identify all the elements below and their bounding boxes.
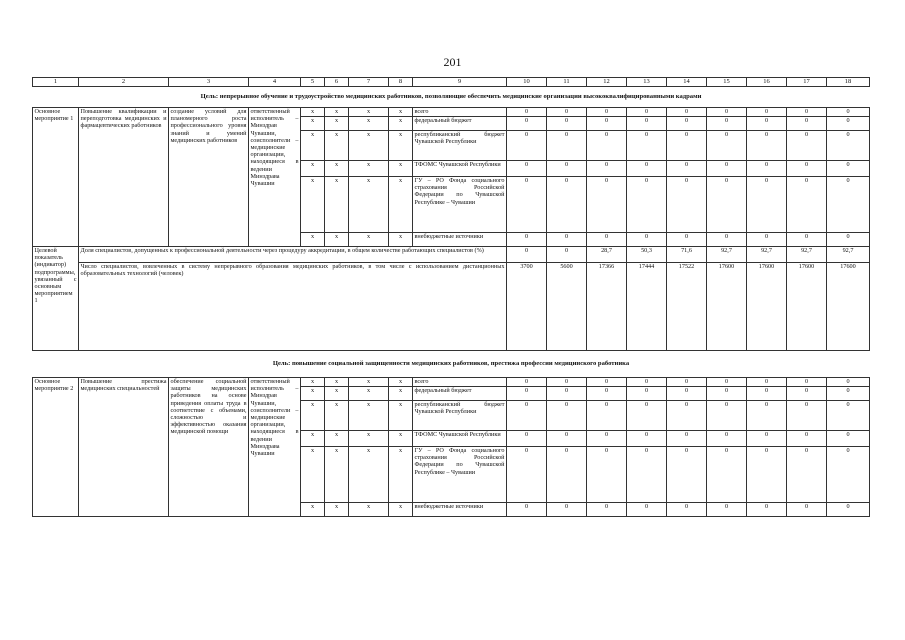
column-header: 2 [79, 78, 169, 87]
indicator-text: Доля специалистов, допущенных к профессиональной деятельности через процедуру аккредитации, в общем количестве работающих специалистов (%) [79, 247, 507, 263]
value-cell: 0 [587, 131, 627, 161]
indicator-text: Число специалистов, вовлеченных в систему непрерывного образования медицинских работников, в том числе с использованием дистанционных образовательных технологий (человек) [79, 263, 507, 351]
value-cell: 0 [507, 233, 547, 247]
value-cell: 0 [667, 401, 707, 431]
value-cell: 0 [787, 117, 827, 131]
value-cell: 0 [787, 431, 827, 447]
measure-name-cell: Повышение квалификации и переподготовка медицинских и фармацевтических работников [79, 108, 169, 247]
value-cell: 0 [747, 131, 787, 161]
value-cell: 0 [627, 387, 667, 401]
code-cell: x [389, 177, 413, 233]
value-cell: 0 [627, 108, 667, 117]
code-cell: x [325, 378, 349, 387]
funding-source-cell: всего [413, 378, 507, 387]
value-cell: 0 [627, 431, 667, 447]
goal-row-1 [33, 87, 870, 108]
value-cell: 0 [587, 177, 627, 233]
value-cell: 0 [627, 447, 667, 503]
indicator-value: 17366 [587, 263, 627, 351]
column-header: 8 [389, 78, 413, 87]
value-cell: 0 [587, 233, 627, 247]
code-cell: x [301, 233, 325, 247]
value-cell: 0 [707, 161, 747, 177]
value-cell: 0 [587, 117, 627, 131]
value-cell: 0 [547, 387, 587, 401]
code-cell: x [349, 401, 389, 431]
indicator-value: 71,6 [667, 247, 707, 263]
code-cell: x [349, 378, 389, 387]
value-cell: 0 [547, 431, 587, 447]
code-cell: x [349, 503, 389, 517]
code-cell: x [389, 447, 413, 503]
value-cell: 0 [787, 447, 827, 503]
value-cell: 0 [827, 503, 870, 517]
value-cell: 0 [627, 378, 667, 387]
code-cell: x [389, 378, 413, 387]
value-cell: 0 [627, 503, 667, 517]
code-cell: x [301, 177, 325, 233]
value-cell: 0 [547, 161, 587, 177]
value-cell: 0 [747, 387, 787, 401]
value-cell: 0 [747, 401, 787, 431]
value-cell: 0 [547, 503, 587, 517]
funding-source-cell: ТФОМС Чувашской Республики [413, 161, 507, 177]
value-cell: 0 [707, 503, 747, 517]
value-cell: 0 [547, 131, 587, 161]
funding-source-cell: республиканский бюджет Чувашской Республики [413, 401, 507, 431]
goal-1-text: Цель: непрерывное обучение и трудоустройство медицинских работников, позволяющие обеспечить медицинские организации высококвалифицированными кадрами [33, 87, 870, 108]
indicator-value: 17444 [627, 263, 667, 351]
funding-source-cell: всего [413, 108, 507, 117]
page-number: 201 [443, 55, 462, 69]
column-header: 10 [507, 78, 547, 87]
value-cell: 0 [787, 233, 827, 247]
code-cell: x [301, 131, 325, 161]
code-cell: x [325, 447, 349, 503]
value-cell: 0 [827, 161, 870, 177]
value-cell: 0 [547, 401, 587, 431]
indicator-value: 17600 [827, 263, 870, 351]
column-header: 17 [787, 78, 827, 87]
funding-row [33, 378, 870, 387]
code-cell: x [325, 431, 349, 447]
value-cell: 0 [667, 233, 707, 247]
indicator-value: 17600 [747, 263, 787, 351]
goal-2-text: Цель: повышение социальной защищенности медицинских работников, престижа профессии медицинского работника [33, 351, 870, 378]
column-header: 15 [707, 78, 747, 87]
code-cell: x [349, 108, 389, 117]
value-cell: 0 [587, 161, 627, 177]
value-cell: 0 [587, 387, 627, 401]
value-cell: 0 [507, 401, 547, 431]
value-cell: 0 [747, 161, 787, 177]
value-cell: 0 [707, 131, 747, 161]
value-cell: 0 [667, 177, 707, 233]
funding-source-cell: республиканский бюджет Чувашской Республики [413, 131, 507, 161]
measure-cell: Основное мероприятие 2 [33, 378, 79, 517]
code-cell: x [349, 233, 389, 247]
value-cell: 0 [667, 378, 707, 387]
code-cell: x [389, 117, 413, 131]
value-cell: 0 [507, 117, 547, 131]
value-cell: 0 [667, 108, 707, 117]
value-cell: 0 [827, 378, 870, 387]
column-header: 14 [667, 78, 707, 87]
code-cell: x [325, 387, 349, 401]
value-cell: 0 [747, 447, 787, 503]
indicator-value: 17600 [787, 263, 827, 351]
value-cell: 0 [547, 108, 587, 117]
value-cell: 0 [507, 177, 547, 233]
indicator-value: 28,7 [587, 247, 627, 263]
indicator-value: 50,3 [627, 247, 667, 263]
value-cell: 0 [827, 117, 870, 131]
value-cell: 0 [667, 161, 707, 177]
code-cell: x [389, 108, 413, 117]
indicator-row [33, 263, 870, 351]
indicator-row [33, 247, 870, 263]
indicator-value: 92,7 [747, 247, 787, 263]
code-cell: x [389, 431, 413, 447]
code-cell: x [325, 131, 349, 161]
code-cell: x [325, 233, 349, 247]
value-cell: 0 [787, 177, 827, 233]
indicator-value: 5600 [547, 263, 587, 351]
value-cell: 0 [667, 447, 707, 503]
value-cell: 0 [627, 233, 667, 247]
budget-table [32, 77, 870, 517]
code-cell: x [389, 131, 413, 161]
value-cell: 0 [627, 117, 667, 131]
code-cell: x [301, 503, 325, 517]
responsible-cell: ответственный исполнитель – Минздрав Чувашии, соисполнители – медицинские организации, находящиеся в ведении Минздрава Чувашии [249, 108, 301, 247]
value-cell: 0 [707, 108, 747, 117]
value-cell: 0 [547, 447, 587, 503]
indicator-value: 3700 [507, 263, 547, 351]
column-header: 1 [33, 78, 79, 87]
value-cell: 0 [787, 131, 827, 161]
value-cell: 0 [747, 108, 787, 117]
value-cell: 0 [547, 177, 587, 233]
code-cell: x [301, 161, 325, 177]
value-cell: 0 [787, 161, 827, 177]
code-cell: x [301, 108, 325, 117]
code-cell: x [349, 447, 389, 503]
value-cell: 0 [627, 131, 667, 161]
value-cell: 0 [587, 108, 627, 117]
column-header: 18 [827, 78, 870, 87]
code-cell: x [325, 503, 349, 517]
column-header: 6 [325, 78, 349, 87]
value-cell: 0 [627, 177, 667, 233]
code-cell: x [301, 387, 325, 401]
value-cell: 0 [747, 117, 787, 131]
code-cell: x [349, 177, 389, 233]
value-cell: 0 [707, 431, 747, 447]
value-cell: 0 [587, 431, 627, 447]
funding-source-cell: федеральный бюджет [413, 387, 507, 401]
column-header: 9 [413, 78, 507, 87]
value-cell: 0 [587, 378, 627, 387]
indicator-value: 0 [547, 247, 587, 263]
purpose-cell: обеспечение социальной защиты медицинских работников на основе приведения оплаты труда в соответствие с объемами, сложностью и эффективностью оказания медицинской помощи [169, 378, 249, 517]
column-header: 4 [249, 78, 301, 87]
value-cell: 0 [827, 108, 870, 117]
value-cell: 0 [507, 431, 547, 447]
indicator-value: 0 [507, 247, 547, 263]
measure-cell: Основное мероприятие 1 [33, 108, 79, 247]
value-cell: 0 [707, 447, 747, 503]
code-cell: x [325, 401, 349, 431]
value-cell: 0 [787, 401, 827, 431]
value-cell: 0 [747, 431, 787, 447]
value-cell: 0 [747, 378, 787, 387]
indicator-value: 92,7 [827, 247, 870, 263]
value-cell: 0 [507, 108, 547, 117]
funding-source-cell: внебюджетные источники [413, 503, 507, 517]
goal-row-2 [33, 351, 870, 378]
indicator-value: 17600 [707, 263, 747, 351]
value-cell: 0 [707, 117, 747, 131]
value-cell: 0 [827, 447, 870, 503]
value-cell: 0 [587, 447, 627, 503]
value-cell: 0 [827, 387, 870, 401]
code-cell: x [301, 378, 325, 387]
code-cell: x [389, 401, 413, 431]
value-cell: 0 [827, 401, 870, 431]
code-cell: x [349, 387, 389, 401]
code-cell: x [389, 387, 413, 401]
value-cell: 0 [507, 447, 547, 503]
value-cell: 0 [787, 108, 827, 117]
value-cell: 0 [667, 117, 707, 131]
value-cell: 0 [707, 233, 747, 247]
value-cell: 0 [707, 387, 747, 401]
value-cell: 0 [507, 131, 547, 161]
value-cell: 0 [787, 503, 827, 517]
value-cell: 0 [667, 387, 707, 401]
value-cell: 0 [507, 503, 547, 517]
value-cell: 0 [707, 177, 747, 233]
code-cell: x [349, 161, 389, 177]
code-cell: x [389, 233, 413, 247]
value-cell: 0 [547, 117, 587, 131]
column-header: 16 [747, 78, 787, 87]
responsible-cell: ответственный исполнитель – Минздрав Чувашии, соисполнители – медицинские организации, находящиеся в ведении Минздрава Чувашии [249, 378, 301, 517]
value-cell: 0 [507, 378, 547, 387]
value-cell: 0 [747, 503, 787, 517]
value-cell: 0 [507, 161, 547, 177]
column-numbers-row [33, 78, 870, 87]
measure-name-cell: Повышение престижа медицинских специальностей [79, 378, 169, 517]
value-cell: 0 [667, 503, 707, 517]
funding-row [33, 108, 870, 117]
code-cell: x [325, 117, 349, 131]
funding-source-cell: федеральный бюджет [413, 117, 507, 131]
value-cell: 0 [827, 131, 870, 161]
indicator-value: 92,7 [787, 247, 827, 263]
target-indicator-label: Целевой показатель (индикатор) подпрограммы, увязанный с основным мероприятием 1 [33, 247, 79, 351]
column-header: 12 [587, 78, 627, 87]
code-cell: x [301, 447, 325, 503]
value-cell: 0 [707, 401, 747, 431]
column-header: 5 [301, 78, 325, 87]
funding-source-cell: ГУ – РО Фонда социального страхования Российской Федерации по Чувашской Республике – Чувашии [413, 447, 507, 503]
column-header: 7 [349, 78, 389, 87]
value-cell: 0 [827, 177, 870, 233]
column-header: 3 [169, 78, 249, 87]
column-header: 13 [627, 78, 667, 87]
value-cell: 0 [587, 401, 627, 431]
code-cell: x [301, 431, 325, 447]
value-cell: 0 [627, 401, 667, 431]
value-cell: 0 [667, 131, 707, 161]
value-cell: 0 [587, 503, 627, 517]
code-cell: x [325, 161, 349, 177]
code-cell: x [325, 177, 349, 233]
purpose-cell: создание условий для планомерного роста профессионального уровня знаний и умений медицинских работников [169, 108, 249, 247]
value-cell: 0 [827, 431, 870, 447]
value-cell: 0 [827, 233, 870, 247]
value-cell: 0 [507, 387, 547, 401]
indicator-value: 17522 [667, 263, 707, 351]
funding-source-cell: внебюджетные источники [413, 233, 507, 247]
value-cell: 0 [627, 161, 667, 177]
code-cell: x [301, 401, 325, 431]
value-cell: 0 [547, 378, 587, 387]
value-cell: 0 [787, 378, 827, 387]
indicator-value: 92,7 [707, 247, 747, 263]
column-header: 11 [547, 78, 587, 87]
code-cell: x [349, 117, 389, 131]
funding-source-cell: ТФОМС Чувашской Республики [413, 431, 507, 447]
value-cell: 0 [747, 233, 787, 247]
funding-source-cell: ГУ – РО Фонда социального страхования Российской Федерации по Чувашской Республике – Чувашии [413, 177, 507, 233]
code-cell: x [349, 131, 389, 161]
value-cell: 0 [547, 233, 587, 247]
code-cell: x [325, 108, 349, 117]
value-cell: 0 [707, 378, 747, 387]
code-cell: x [349, 431, 389, 447]
value-cell: 0 [667, 431, 707, 447]
code-cell: x [389, 161, 413, 177]
code-cell: x [301, 117, 325, 131]
value-cell: 0 [747, 177, 787, 233]
code-cell: x [389, 503, 413, 517]
value-cell: 0 [787, 387, 827, 401]
